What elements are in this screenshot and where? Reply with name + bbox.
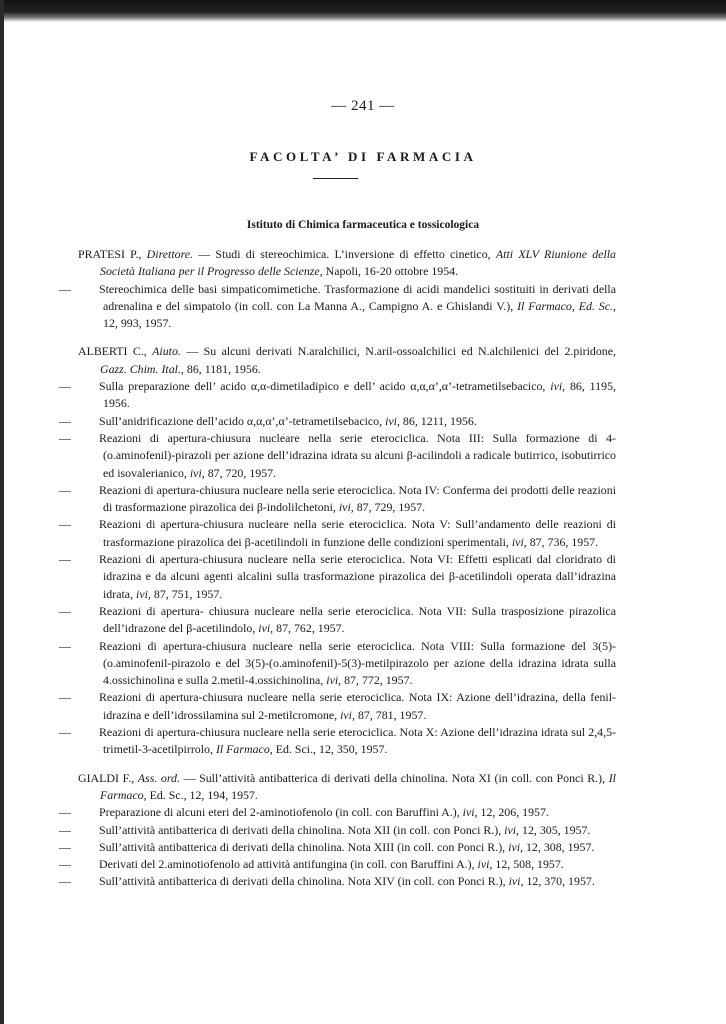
entry-venue: ivi, [189, 465, 205, 480]
entry-text: Sull’anidrificazione dell’acido α,α,α’,α’-tetrametilsebacico, [99, 413, 383, 428]
entry-text: Reazioni di apertura-chiusura nucleare nella serie eterociclica. Nota VIII: Sulla formazione del 3(5)-(o.aminofenil-pirazolo e del 3(5)-(o.aminofenil)-5(3)-metilpirazolo per azione della idrazina idrata sulla 4.ossichinolina e sulla 2.metil-4.ossichinolina, [99, 638, 616, 688]
entry-item [59, 804, 616, 821]
entry-item [59, 603, 616, 638]
entry-item [59, 856, 616, 873]
entry-item [59, 551, 616, 603]
entry-text: Reazioni di apertura-chiusura nucleare nella serie eterociclica. Nota X: Azione dell’idrazina idrata sul 2,4,5-trimetil-3-acetilpirrolo, [99, 725, 616, 757]
entry-citation: Ed. Sc., 12, 194, 1957. [149, 787, 258, 802]
entry-citation: 12, 206, 1957. [480, 805, 549, 820]
author-role: Direttore. [146, 247, 194, 261]
entry-item [59, 482, 616, 517]
entry-item [59, 822, 616, 839]
entry-text: Sull’attività antibatterica di derivati della chinolina. Nota XIII (in coll. con Ponci R.), [99, 839, 506, 854]
entry-text: Sull’attività antibatterica di derivati della chinolina. Nota XII (in coll. con Ponci R.), [99, 822, 502, 837]
entry-venue: Il Farmaco, Ed. Sc., [517, 298, 616, 313]
entry-item [59, 378, 616, 413]
entry-text: Reazioni di apertura-chiusura nucleare nella serie eterociclica. Nota IV: Conferma dei prodotti delle reazioni di trasformazione pirazolica dei β-indolilchetoni, [99, 482, 616, 515]
publication-list [59, 246, 617, 902]
entry-dash: — [59, 839, 71, 854]
scan-top-border [0, 0, 726, 22]
entry-item [59, 724, 616, 759]
entry-text: Reazioni di apertura- chiusura nucleare nella serie eterociclica. Nota VII: Sulla trasposizione pirazolica dell’idrazone del β-acetilindolo, [99, 603, 616, 636]
entry-dash: — [59, 822, 71, 837]
author-role: Aiuto. [152, 344, 181, 359]
institute-heading: Istituto di Chimica farmaceutica e tossicologica [246, 219, 480, 231]
entry-venue: Gazz. Chim. Ital., [100, 361, 184, 376]
entry-text: Reazioni di apertura-chiusura nucleare nella serie eterociclica. Nota V: Sull’andamento delle reazioni di trasformazione pirazolica dei β-acetilindoli in funzione delle condizioni sperimentali, [99, 517, 616, 549]
entry-main [78, 246, 616, 281]
entry-dash: — [59, 430, 71, 445]
entry-dash: — [59, 379, 71, 394]
entry-text: Stereochimica delle basi simpaticomimetiche. Trasformazione di acidi mandelici sostituiti in derivati della adrenalina e del simpatolo (in coll. con La Manna A., Campigno A. e Ghislandi V.), [99, 281, 616, 313]
entry-text: Reazioni di apertura-chiusura nucleare nella serie eterociclica. Nota IX: Azione dell’idrazina, della fenil-idrazina e dell’idrossilamina sul 2-metilcromone, [99, 690, 616, 722]
entry-main [78, 770, 616, 805]
entry-venue: ivi, [338, 500, 354, 515]
entry-venue: ivi, [258, 621, 274, 636]
entry-dash: — [59, 281, 71, 296]
entry-venue: ivi, [508, 874, 524, 889]
entry-text: — Su alcuni derivati N.aralchilici, N.aril-ossoalchilici ed N.alchilenici del 2.piridone, [186, 344, 616, 359]
entry-citation: 87, 762, 1957. [276, 621, 345, 636]
entry-venue: ivi, [508, 839, 523, 854]
entry-citation: 12, 370, 1957. [526, 874, 595, 889]
entry-venue: Il Farmaco, [100, 770, 616, 802]
person-gialdi [59, 770, 616, 891]
entry-citation: Ed. Sci., 12, 350, 1957. [275, 742, 388, 757]
entry-citation: 12, 305, 1957. [522, 822, 591, 837]
author-name: PRATESI P., [78, 247, 142, 261]
entry-citation: 87, 736, 1957. [529, 534, 599, 549]
entry-dash: — [59, 482, 71, 497]
person-pratesi [59, 246, 617, 332]
entry-citation: 12, 308, 1957. [525, 839, 595, 854]
person-alberti [59, 343, 616, 758]
entry-citation: 87, 772, 1957. [344, 673, 413, 688]
entry-venue: ivi, [340, 707, 355, 722]
entry-text: Sull’attività antibatterica di derivati della chinolina. Nota XIV (in coll. con Ponci R.), [99, 874, 506, 889]
heading-rule [313, 178, 358, 179]
entry-text: Sulla preparazione dell’ acido α,α-dimetiladipico e dell’ acido α,α,α’,α’-tetrametilsebacico, [99, 379, 546, 394]
entry-text: Preparazione di alcuni eteri del 2-aminotiofenolo (in coll. con Baruffini A.), [99, 805, 460, 820]
entry-citation: 87, 729, 1957. [356, 500, 426, 515]
entry-item [59, 873, 616, 890]
entry-citation: 12, 993, 1957. [103, 316, 172, 331]
entry-citation: 87, 751, 1957. [153, 586, 223, 601]
entry-citation: 86, 1181, 1956. [186, 361, 261, 376]
entry-dash: — [59, 638, 71, 653]
entry-venue: ivi, [477, 857, 493, 872]
entry-item [59, 281, 616, 333]
entry-text: Derivati del 2.aminotiofenolo ad attività antifungina (in coll. con Baruffini A.), [99, 857, 475, 872]
entry-venue: ivi, [385, 413, 400, 428]
entry-citation: 86, 1195, 1956. [103, 379, 616, 411]
entry-text: Reazioni di apertura-chiusura nucleare nella serie eterociclica. Nota VI: Effetti esplicati dal cloridrato di idrazina e da alcuni agenti alcalini sulla trasformazione pirazolica dei β-acetilindoli operata dall’idrazina idrata, [99, 552, 616, 601]
entry-dash: — [59, 413, 71, 428]
entry-text: — Studi di stereochimica. L’inversione di effetto cinetico, [198, 247, 491, 261]
entry-venue: Il Farmaco, [215, 742, 273, 757]
entry-dash: — [59, 805, 71, 820]
entry-citation: 87, 720, 1957. [207, 465, 277, 480]
entry-venue: ivi, [511, 534, 527, 549]
entry-main [78, 343, 616, 378]
entry-venue: Atti XLV Riunione della Società Italiana per il Progresso delle Scienze, [100, 247, 617, 279]
entry-dash: — [59, 857, 71, 872]
entry-citation: Napoli, 16-20 ottobre 1954. [325, 264, 459, 279]
author-name: GIALDI F., [78, 770, 135, 785]
entry-venue: ivi, [326, 673, 342, 688]
entry-venue: ivi, [550, 379, 566, 394]
author-name: ALBERTI C., [78, 344, 147, 359]
entry-dash: — [59, 603, 71, 618]
faculty-heading: FACOLTA’ DI FARMACIA [249, 149, 477, 164]
entry-dash: — [59, 690, 71, 705]
entry-venue: ivi, [136, 586, 151, 601]
entry-citation: 86, 1211, 1956. [402, 413, 477, 428]
entry-item [59, 430, 616, 482]
entry-dash: — [59, 552, 71, 567]
entry-dash: — [59, 874, 71, 889]
entry-item [59, 413, 616, 430]
entry-item [59, 638, 616, 690]
entry-dash: — [59, 725, 71, 740]
entry-item [59, 516, 616, 551]
entry-item [59, 839, 616, 856]
page-number: — 241 — [331, 98, 395, 114]
entry-text: Reazioni di apertura-chiusura nucleare nella serie eterociclica. Nota III: Sulla formazione di 4-(o.aminofenil)-pirazoli per azione dell’idrazina idrata su alcuni β-acilindoli a radicale butirrico, isobutirrico ed isovalerianico, [99, 430, 616, 480]
author-role: Ass. ord. [137, 770, 180, 785]
entry-dash: — [59, 517, 71, 532]
entry-venue: ivi, [504, 822, 520, 837]
entry-item [59, 689, 616, 724]
entry-citation: 12, 508, 1957. [495, 857, 564, 872]
entry-citation: 87, 781, 1957. [357, 707, 427, 722]
entry-text: — Sull’attività antibatterica di derivati della chinolina. Nota XI (in coll. con Ponci R.), [183, 770, 606, 785]
entry-venue: ivi, [462, 805, 478, 820]
